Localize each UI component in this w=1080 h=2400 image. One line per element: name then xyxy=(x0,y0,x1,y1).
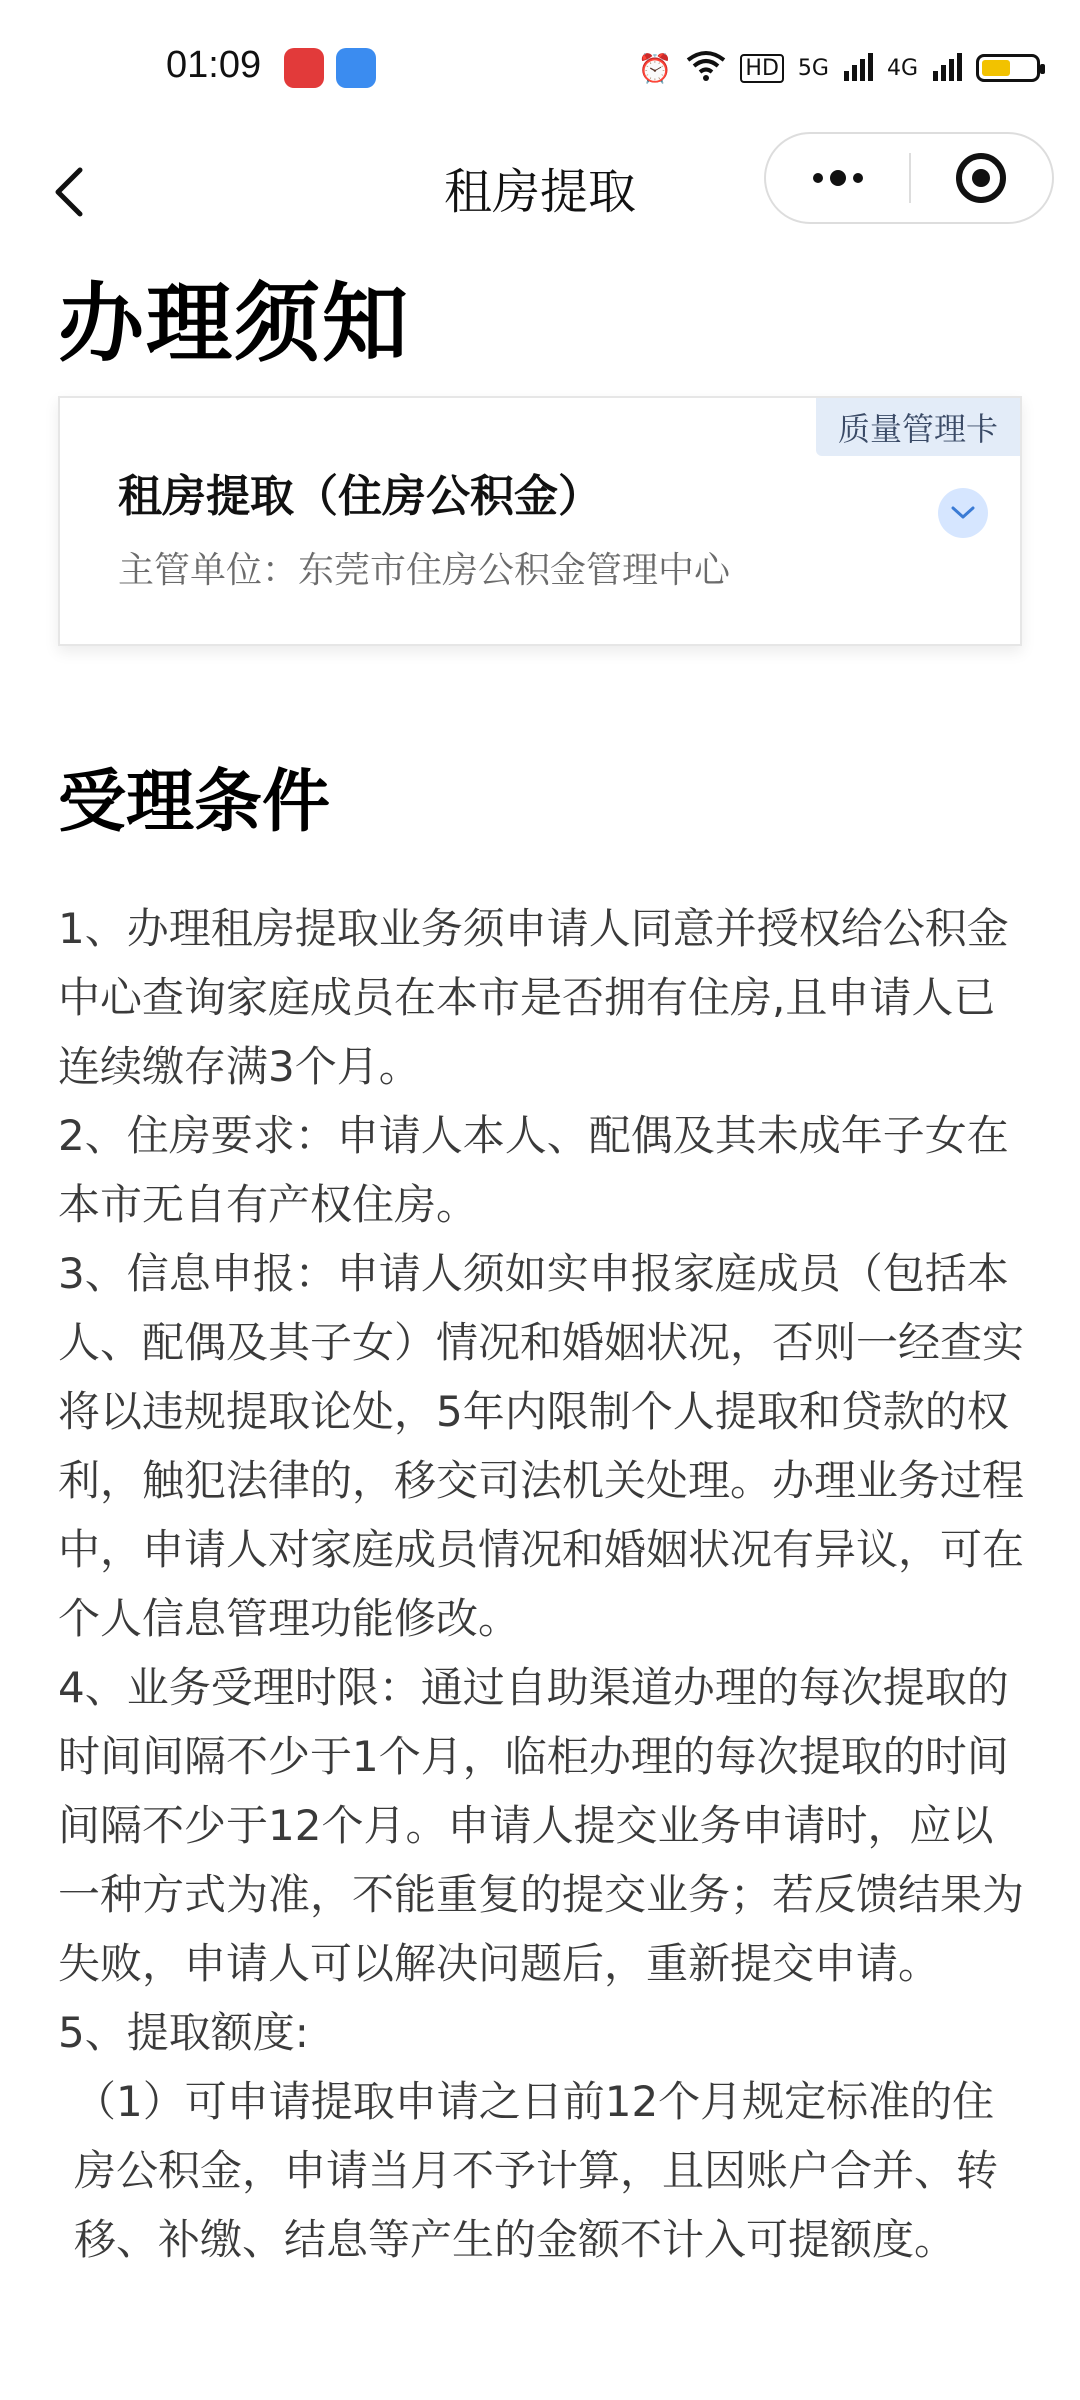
status-bar xyxy=(0,0,1080,132)
service-card[interactable] xyxy=(58,396,1022,646)
conditions-content xyxy=(58,894,1028,2274)
nav-bar xyxy=(0,132,1080,252)
nav-title: 租房提取 xyxy=(443,164,636,220)
status-indicators xyxy=(638,46,1040,90)
signal-bars-icon-2 xyxy=(932,51,962,85)
5g-signal-icon: 5G xyxy=(797,55,829,81)
condition-paragraph: 5、提取额度: xyxy=(58,2008,309,2057)
condition-paragraph: （1）可申请提取申请之日前12个月规定标准的住房公积金，申请当月不予计算，且因账户合并、转移、补缴、结息等产生的金额不计入可提额度。 xyxy=(74,2077,999,2264)
alarm-icon: ⏰ xyxy=(637,51,673,85)
signal-bars-icon xyxy=(843,51,873,85)
service-title: 租房提取（住房公积金） xyxy=(118,471,602,522)
chevron-down-icon[interactable] xyxy=(938,488,988,538)
weather-notification-icon xyxy=(336,48,376,88)
service-authority: 主管单位：东莞市住房公积金管理中心 xyxy=(118,550,731,591)
condition-paragraph: 3、信息申报：申请人须如实申报家庭成员（包括本人、配偶及其子女）情况和婚姻状况，否则一经查实将以违规提取论处，5年内限制个人提取和贷款的权利，触犯法律的，移交司法机关处理。办理业务过程中，申请人对家庭成员情况和婚姻状况有异议，可在个人信息管理功能修改。 xyxy=(58,1249,1025,1643)
wifi-icon xyxy=(686,50,726,86)
more-options-icon[interactable] xyxy=(766,134,909,222)
4g-signal-icon: 4G xyxy=(886,55,918,81)
app-notification-icon xyxy=(284,48,324,88)
page-title: 办理须知 xyxy=(58,274,410,374)
status-time: 01:09 xyxy=(166,44,262,86)
battery-icon xyxy=(976,54,1040,82)
condition-paragraph: 1、办理租房提取业务须申请人同意并授权给公积金中心查询家庭成员在本市是否拥有住房,且申请人已连续缴存满3个月。 xyxy=(58,904,1009,1091)
mini-program-capsule xyxy=(764,132,1054,224)
section-heading: 受理条件 xyxy=(58,763,331,842)
hd-icon: HD xyxy=(740,54,783,83)
quality-card-badge[interactable]: 质量管理卡 xyxy=(816,398,1020,456)
close-mini-program-icon[interactable] xyxy=(911,134,1052,222)
condition-paragraph: 4、业务受理时限：通过自助渠道办理的每次提取的时间间隔不少于1个月，临柜办理的每次提取的时间间隔不少于12个月。申请人提交业务申请时，应以一种方式为准，不能重复的提交业务；若反馈结果为失败，申请人可以解决问题后，重新提交申请。 xyxy=(58,1663,1025,1988)
condition-paragraph: 2、住房要求：申请人本人、配偶及其未成年子女在本市无自有产权住房。 xyxy=(58,1111,1009,1229)
